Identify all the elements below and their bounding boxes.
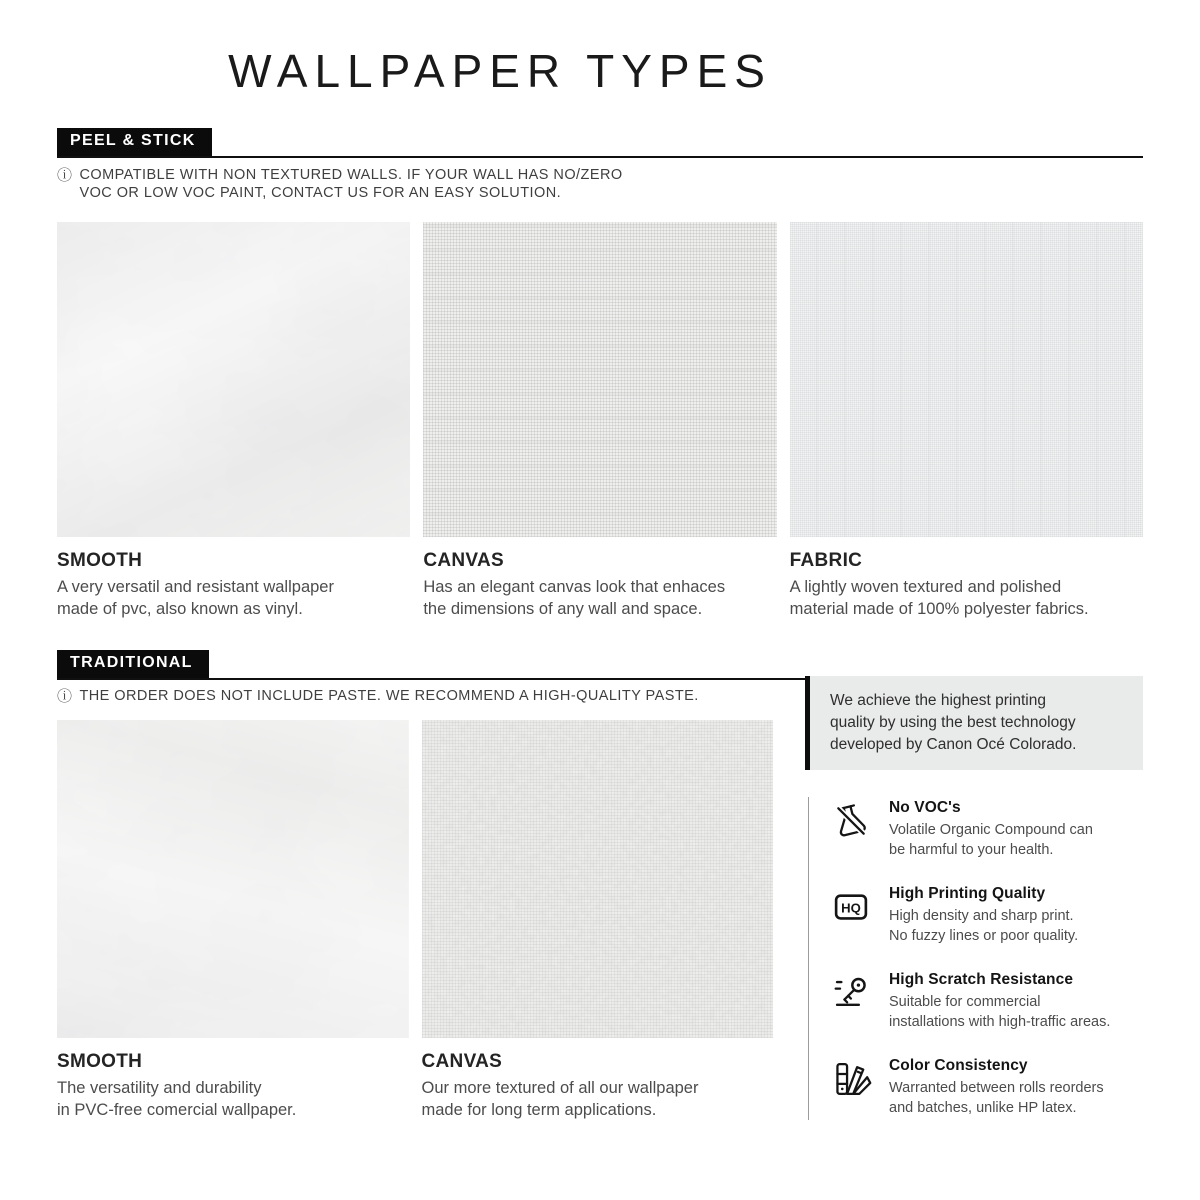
swatch-title: CANVAS: [423, 550, 504, 571]
feature-high-scratch-resistance: [830, 971, 1143, 1032]
swatch-card-fabric-peel: [790, 222, 1143, 621]
feature-high-printing-quality: [830, 885, 1143, 946]
swatch-title: CANVAS: [421, 1051, 503, 1072]
feature-description: Warranted between rolls reorders and batches, unlike HP latex.: [889, 1080, 1104, 1116]
swatch-card-canvas-traditional: [422, 720, 774, 1122]
texture-smooth-traditional: [57, 720, 409, 1038]
swatch-card-smooth-peel: [57, 222, 410, 621]
hq-icon-text: HQ: [841, 900, 861, 916]
section-badge-traditional: TRADITIONAL: [57, 650, 209, 678]
section-header-peel-stick: [57, 128, 1143, 158]
swatch-title: SMOOTH: [57, 550, 143, 571]
feature-description: Volatile Organic Compound can be harmful to your health.: [889, 822, 1093, 858]
feature-text: [889, 971, 1110, 1032]
feature-no-voc: [830, 799, 1143, 860]
swatch-description: Our more textured of all our wallpaper made for long term applications.: [421, 1079, 699, 1119]
feature-description: High density and sharp print. No fuzzy lines or poor quality.: [889, 908, 1079, 944]
traditional-swatch-row: [57, 720, 773, 1122]
swatch-description: Has an elegant canvas look that enhaces the dimensions of any wall and space.: [423, 578, 726, 618]
circled-info-icon: ⓘ: [57, 167, 73, 184]
feature-color-consistency: [830, 1057, 1143, 1118]
note-text: COMPATIBLE WITH NON TEXTURED WALLS. IF YOUR WALL HAS NO/ZERO VOC OR LOW VOC PAINT, CONTACT US FOR AN EASY SOLUTION.: [79, 167, 623, 201]
swatch-description: The versatility and durability in PVC-free comercial wallpaper.: [57, 1079, 297, 1119]
feature-title: High Scratch Resistance: [889, 971, 1074, 988]
swatch-description: A very versatil and resistant wallpaper made of pvc, also known as vinyl.: [57, 578, 334, 618]
feature-description: Suitable for commercial installations with high-traffic areas.: [889, 994, 1111, 1030]
texture-canvas-peel: [423, 222, 776, 537]
swatch-title: SMOOTH: [57, 1051, 143, 1072]
swatch-card-smooth-traditional: [57, 720, 409, 1122]
circled-info-icon: ⓘ: [57, 688, 73, 705]
quote-panel: We achieve the highest printing quality by using the best technology developed by Canon Océ Colorado.: [805, 676, 1143, 770]
texture-smooth-peel: [57, 222, 410, 537]
swatch-title: FABRIC: [789, 550, 863, 571]
feature-title: No VOC's: [889, 799, 961, 816]
info-panel: [805, 676, 1143, 1120]
feature-title: High Printing Quality: [889, 885, 1046, 902]
note-text: THE ORDER DOES NOT INCLUDE PASTE. WE RECOMMEND A HIGH-QUALITY PASTE.: [79, 688, 699, 704]
feature-title: Color Consistency: [889, 1057, 1028, 1074]
feature-text: [889, 1057, 1104, 1118]
no-voc-flask-icon: [830, 800, 872, 842]
swatch-description: A lightly woven textured and polished material made of 100% polyester fabrics.: [789, 578, 1089, 618]
feature-text: [889, 885, 1078, 946]
feature-list: [808, 797, 1143, 1120]
feature-text: [889, 799, 1093, 860]
texture-fabric-peel: [790, 222, 1143, 537]
page-title: WALLPAPER TYPES: [228, 45, 772, 97]
peel-stick-swatch-row: [57, 222, 1143, 621]
section-badge-peel-stick: PEEL & STICK: [57, 128, 212, 156]
note-traditional: [57, 688, 699, 706]
scratch-key-icon: [830, 972, 872, 1014]
hq-badge-icon: [830, 886, 872, 928]
texture-canvas-traditional: [422, 720, 774, 1038]
note-peel-stick: [57, 167, 623, 203]
color-swatchbook-icon: [830, 1058, 872, 1100]
swatch-card-canvas-peel: [423, 222, 776, 621]
